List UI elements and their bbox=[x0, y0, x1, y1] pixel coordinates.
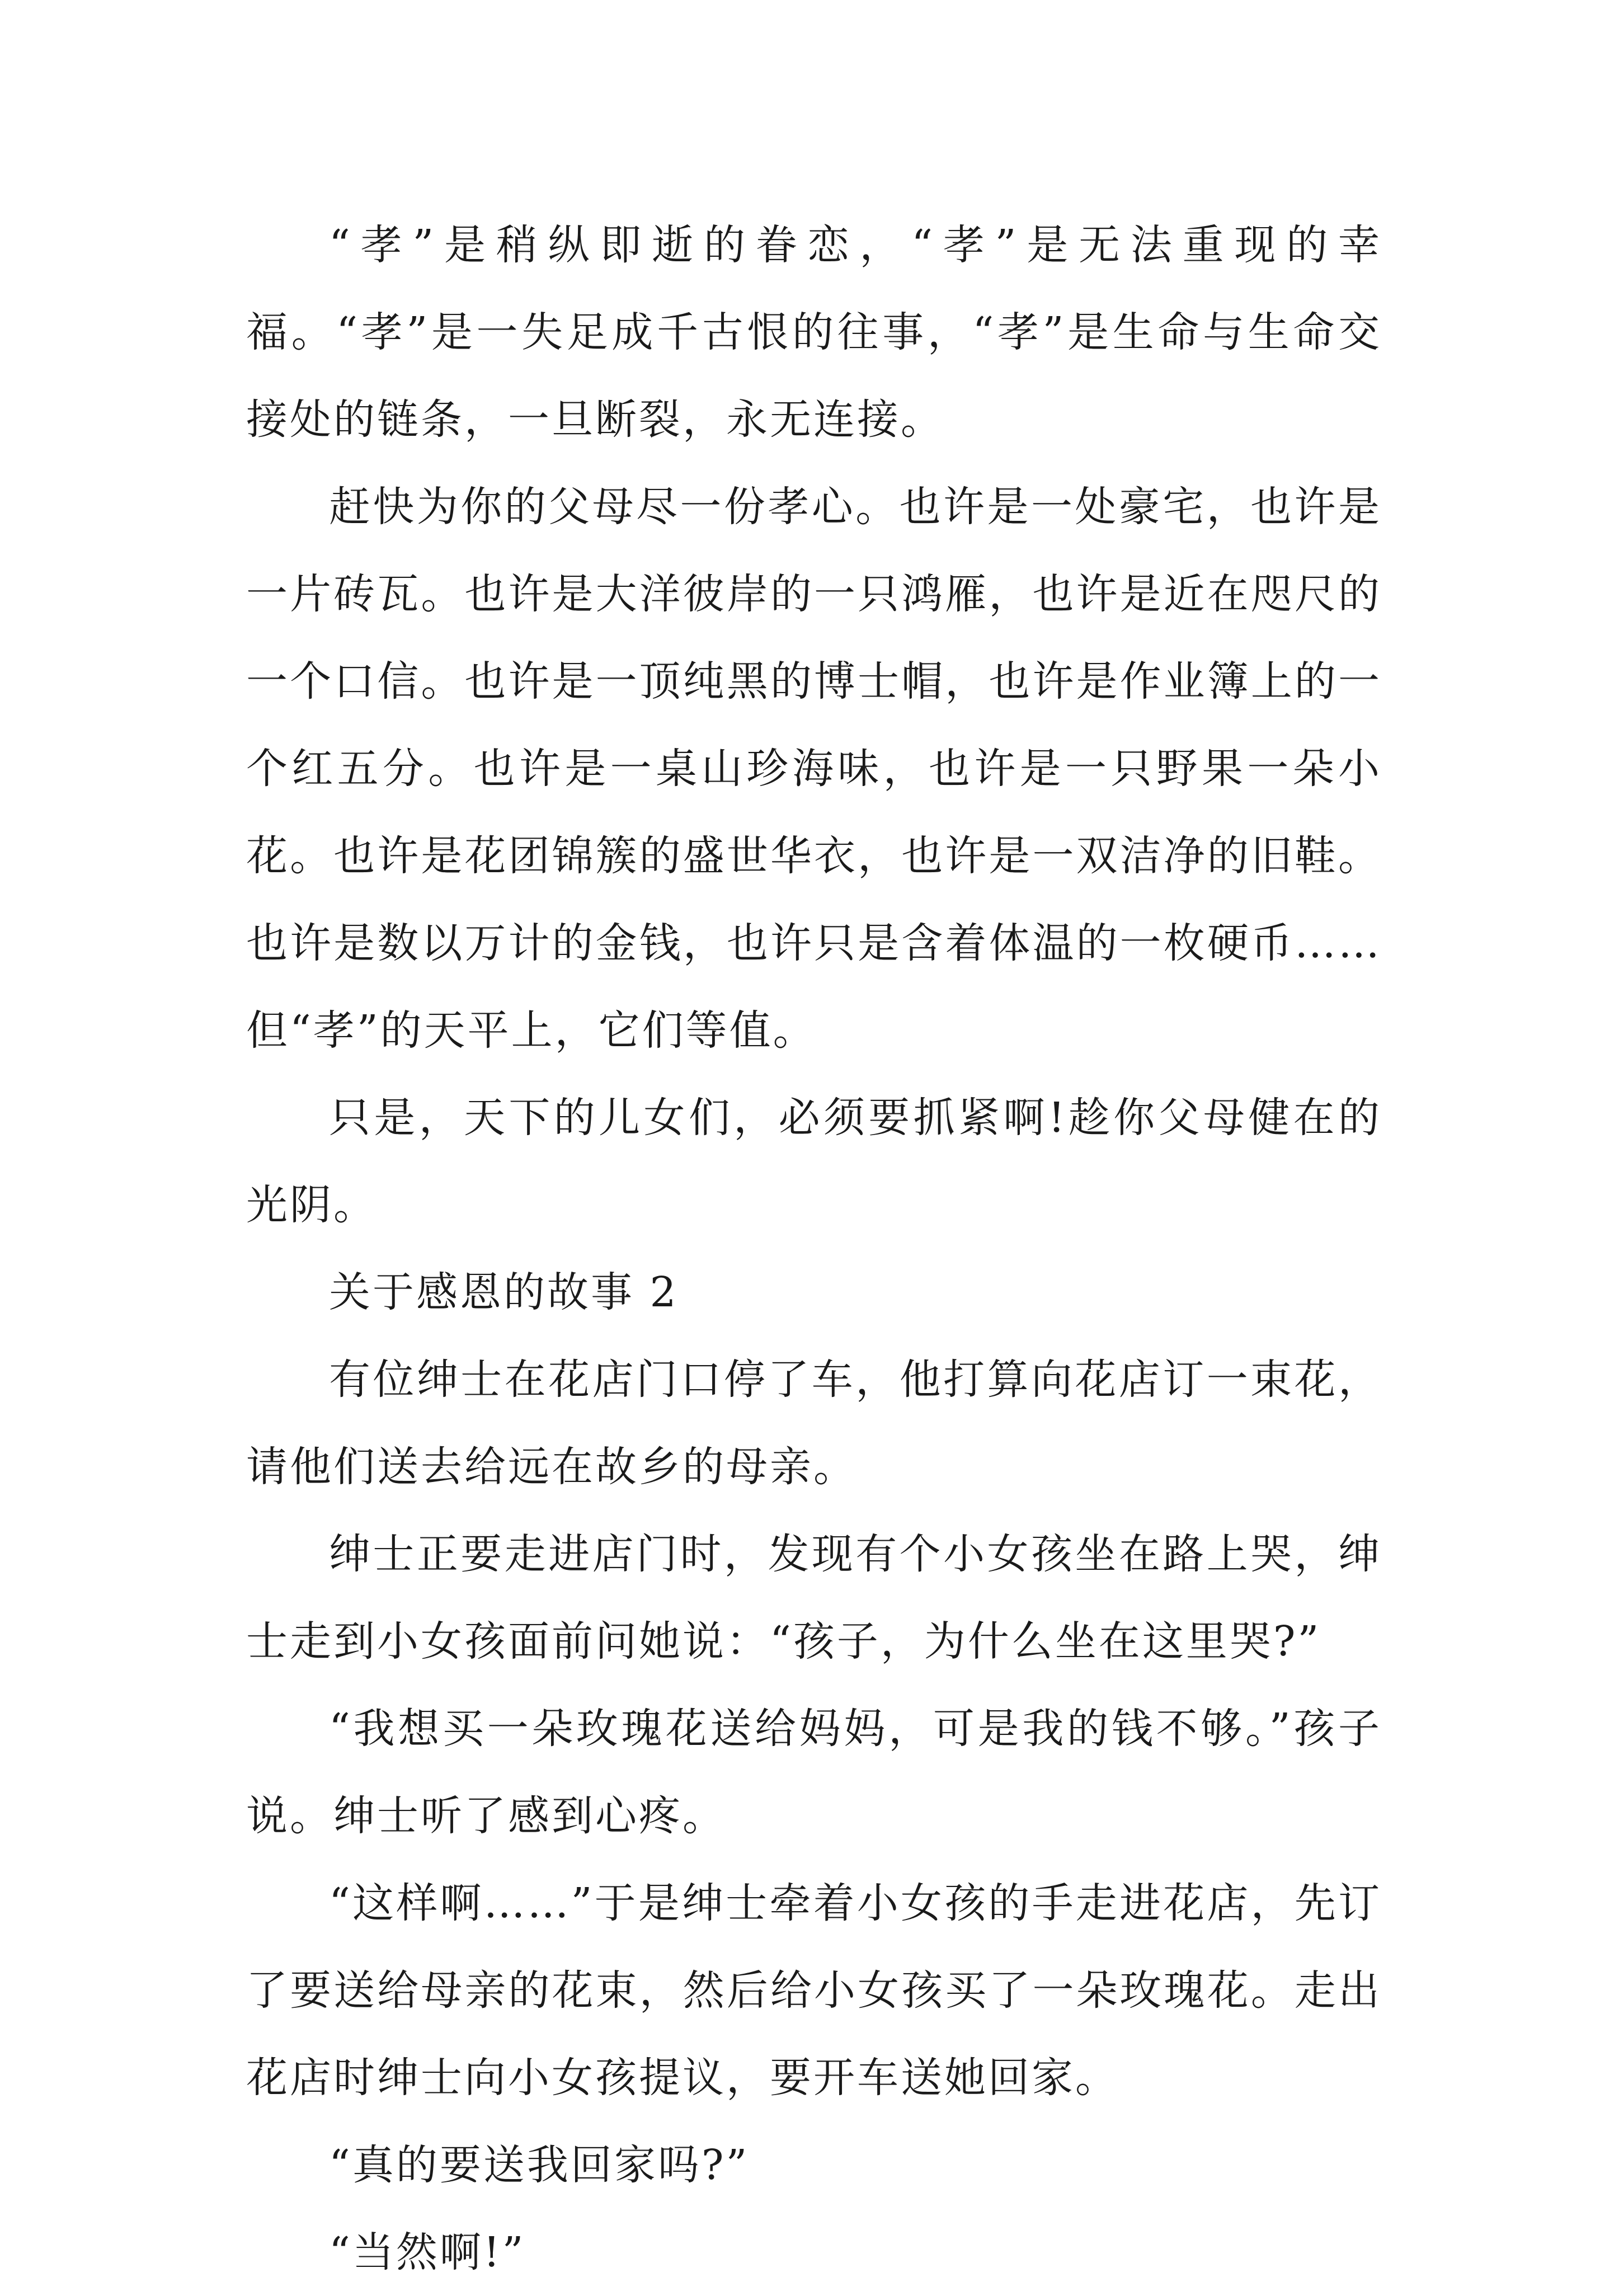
story-paragraph: 有位绅士在花店门口停了车，他打算向花店订一束花，请他们送去给远在故乡的母亲。 bbox=[246, 1356, 1382, 1491]
paragraph: “孝”是稍纵即逝的眷恋，“孝”是无法重现的幸福。“孝”是一失足成千古恨的往事，“孝”是生命与生命交接处的链条，一旦断裂，永无连接。 bbox=[246, 221, 1382, 444]
paragraph: 赶快为你的父母尽一份孝心。也许是一处豪宅，也许是一片砖瓦。也许是大洋彼岸的一只鸿雁，也许是近在咫尺的一个口信。也许是一顶纯黑的博士帽，也许是作业簿上的一个红五分。也许是一桌山珍海味，也许是一只野果一朵小花。也许是花团锦簇的盛世华衣，也许是一双洁净的旧鞋。也许是数以万计的金钱，也许只是含着体温的一枚硬币……但“孝”的天平上，它们等值。 bbox=[246, 483, 1382, 1055]
paragraph: 只是，天下的儿女们，必须要抓紧啊!趁你父母健在的光阴。 bbox=[246, 1094, 1382, 1229]
story-paragraph: 绅士正要走进店门时，发现有个小女孩坐在路上哭，绅士走到小女孩面前问她说：“孩子，为什么坐在这里哭?” bbox=[246, 1530, 1382, 1665]
story-paragraph: “我想买一朵玫瑰花送给妈妈，可是我的钱不够。”孩子说。绅士听了感到心疼。 bbox=[246, 1705, 1382, 1840]
story-paragraph: “真的要送我回家吗?” bbox=[329, 2141, 750, 2189]
section-title: 关于感恩的故事 2 bbox=[329, 1268, 679, 1316]
story-paragraph: “当然啊!” bbox=[329, 2228, 526, 2276]
document-body bbox=[246, 201, 1382, 2296]
story-paragraph: “这样啊……”于是绅士牵着小女孩的手走进花店，先订了要送给母亲的花束，然后给小女孩买了一朵玫瑰花。走出花店时绅士向小女孩提议，要开车送她回家。 bbox=[246, 1879, 1382, 2102]
